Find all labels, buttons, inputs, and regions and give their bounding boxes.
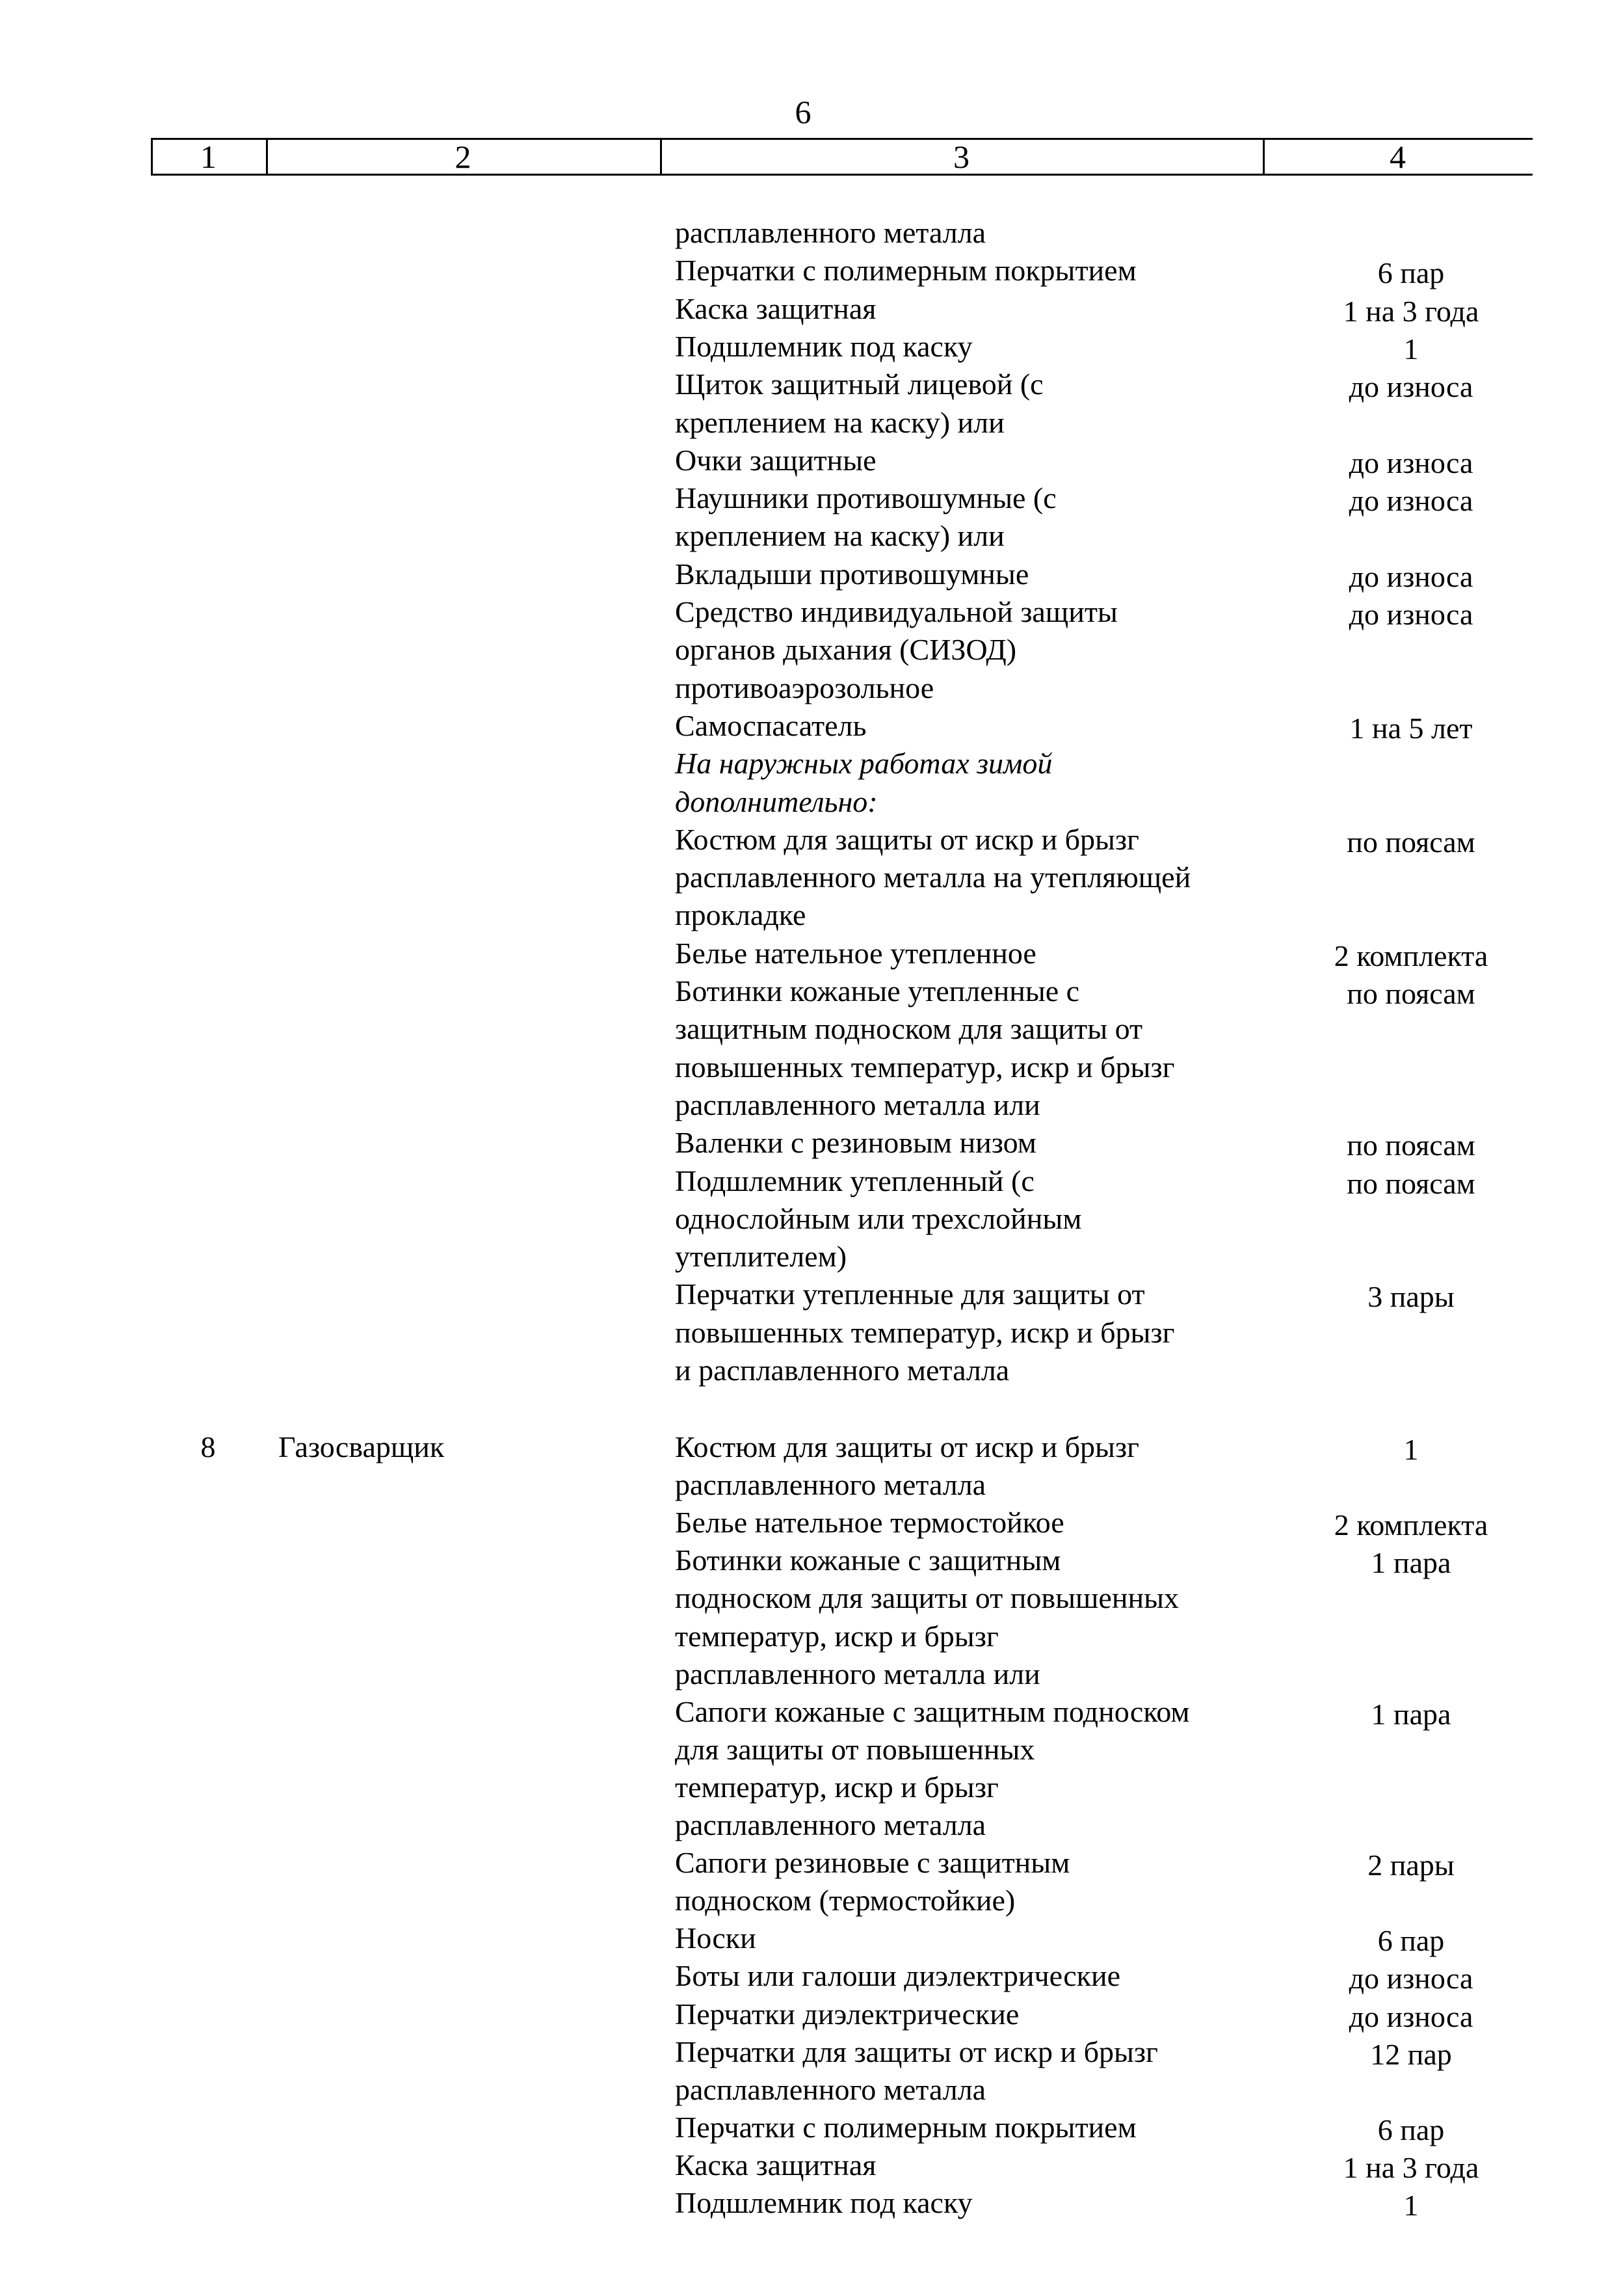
issue-norm: 1 на 3 года <box>1343 294 1479 328</box>
profession-name: Газосварщик <box>278 1430 445 1463</box>
ppe-item-line: Перчатки для защиты от искр и брызг <box>675 2035 1158 2068</box>
ppe-item-line: Носки <box>675 1921 756 1955</box>
ppe-item-line: расплавленного металла <box>675 1808 986 1841</box>
ppe-item-line: Средство индивидуальной защиты <box>675 595 1118 628</box>
issue-norm: до износа <box>1349 484 1473 518</box>
ppe-item-line: Наушники противошумные (с <box>675 481 1057 515</box>
ppe-item-line: Ботинки кожаные с защитным <box>675 1543 1061 1577</box>
ppe-item-line: Сапоги кожаные с защитным подноском <box>675 1694 1190 1728</box>
ppe-item-line: Перчатки с полимерным покрытием <box>675 254 1137 287</box>
issue-norm: по поясам <box>1347 825 1475 859</box>
header-col-4: 4 <box>1390 139 1406 175</box>
issue-norm: 1 <box>1403 1433 1419 1466</box>
ppe-item-line: Подшлемник под каску <box>675 2186 973 2219</box>
ppe-item-line: На наружных работах зимой <box>675 747 1053 781</box>
ppe-item-line: Сапоги резиновые с защитным <box>675 1846 1070 1880</box>
issue-norm: по поясам <box>1347 977 1475 1010</box>
ppe-item-line: противоаэрозольное <box>675 671 934 704</box>
ppe-item-line: расплавленного металла или <box>675 1657 1040 1690</box>
ppe-item-line: Вкладыши противошумные <box>675 557 1029 591</box>
header-col-2: 2 <box>455 139 471 175</box>
ppe-item-line: прокладке <box>675 898 806 932</box>
ppe-item-line: Костюм для защиты от искр и брызг <box>675 1430 1139 1463</box>
ppe-item-line: подноском для защиты от повышенных <box>675 1581 1179 1615</box>
issue-norm: 1 <box>1403 332 1419 366</box>
ppe-item-line: Очки защитные <box>675 443 877 477</box>
issue-norm: 2 комплекта <box>1334 1508 1488 1542</box>
header-col-1: 1 <box>200 139 217 175</box>
ppe-item-line: повышенных температур, искр и брызг <box>675 1315 1175 1349</box>
ppe-item-line: расплавленного металла или <box>675 1088 1040 1121</box>
issue-norm: 1 на 5 лет <box>1349 711 1473 745</box>
ppe-item-line: для защиты от повышенных <box>675 1732 1035 1766</box>
ppe-item-line: температур, искр и брызг <box>675 1770 999 1804</box>
issue-norm: до износа <box>1349 559 1473 593</box>
ppe-item-line: Костюм для защиты от искр и брызг <box>675 822 1139 856</box>
ppe-item-line: однослойным или трехслойным <box>675 1201 1082 1235</box>
ppe-item-line: дополнительно: <box>675 784 878 818</box>
ppe-item-line: защитным подноском для защиты от <box>675 1012 1143 1046</box>
ppe-item-line: Белье нательное утепленное <box>675 936 1036 970</box>
ppe-item-line: Подшлемник утепленный (с <box>675 1164 1035 1197</box>
ppe-item-line: повышенных температур, искр и брызг <box>675 1050 1175 1084</box>
ppe-item-line: Подшлемник под каску <box>675 329 973 363</box>
issue-norm: 1 пара <box>1371 1697 1451 1731</box>
issue-norm: 2 комплекта <box>1334 939 1488 972</box>
page-number: 6 <box>795 94 812 130</box>
issue-norm: до износа <box>1349 598 1473 631</box>
ppe-item-line: и расплавленного металла <box>675 1354 1010 1387</box>
issue-norm: до износа <box>1349 1962 1473 1996</box>
ppe-item-line: расплавленного металла <box>675 216 986 249</box>
ppe-item-line: температур, искр и брызг <box>675 1619 999 1653</box>
issue-norm: по поясам <box>1347 1166 1475 1200</box>
issue-norm: 6 пар <box>1377 2113 1445 2146</box>
ppe-item-line: органов дыхания (СИЗОД) <box>675 633 1017 667</box>
ppe-item-line: Перчатки утепленные для защиты от <box>675 1277 1145 1311</box>
issue-norm: до износа <box>1349 1999 1473 2033</box>
issue-norm: 6 пар <box>1377 256 1445 290</box>
issue-norm: по поясам <box>1347 1128 1475 1162</box>
issue-norm: 1 на 3 года <box>1343 2150 1479 2184</box>
issue-norm: 1 пара <box>1371 1546 1451 1580</box>
issue-norm: до износа <box>1349 370 1473 404</box>
issue-norm: 3 пары <box>1367 1280 1455 1314</box>
ppe-item-line: расплавленного металла на утепляющей <box>675 861 1191 894</box>
ppe-item-line: расплавленного металла <box>675 2072 986 2106</box>
ppe-item-line: Щиток защитный лицевой (с <box>675 367 1044 401</box>
ppe-item-line: расплавленного металла <box>675 1468 986 1502</box>
ppe-item-line: Самоспасатель <box>675 708 867 742</box>
column-header-row <box>151 138 1533 176</box>
ppe-item-line: Каска защитная <box>675 291 877 325</box>
issue-norm: 12 пар <box>1370 2037 1452 2071</box>
ppe-item-line: креплением на каску) или <box>675 519 1005 553</box>
issue-norm: 1 <box>1403 2189 1419 2222</box>
ppe-item-line: Белье нательное термостойкое <box>675 1506 1064 1540</box>
ppe-item-line: Ботинки кожаные утепленные с <box>675 974 1080 1008</box>
ppe-item-line: Перчатки с полимерным покрытием <box>675 2110 1137 2144</box>
issue-norm: 2 пары <box>1367 1849 1455 1882</box>
ppe-item-line: Боты или галоши диэлектрические <box>675 1959 1121 1993</box>
ppe-item-line: креплением на каску) или <box>675 405 1005 439</box>
entry-number: 8 <box>200 1430 216 1463</box>
ppe-item-line: подноском (термостойкие) <box>675 1884 1016 1917</box>
ppe-item-line: Валенки с резиновым низом <box>675 1126 1036 1160</box>
ppe-item-line: утеплителем) <box>675 1240 847 1274</box>
ppe-item-line: Каска защитная <box>675 2148 877 2182</box>
issue-norm: до износа <box>1349 446 1473 479</box>
issue-norm: 6 пар <box>1377 1924 1445 1958</box>
ppe-item-line: Перчатки диэлектрические <box>675 1997 1020 2031</box>
header-col-3: 3 <box>953 139 970 175</box>
